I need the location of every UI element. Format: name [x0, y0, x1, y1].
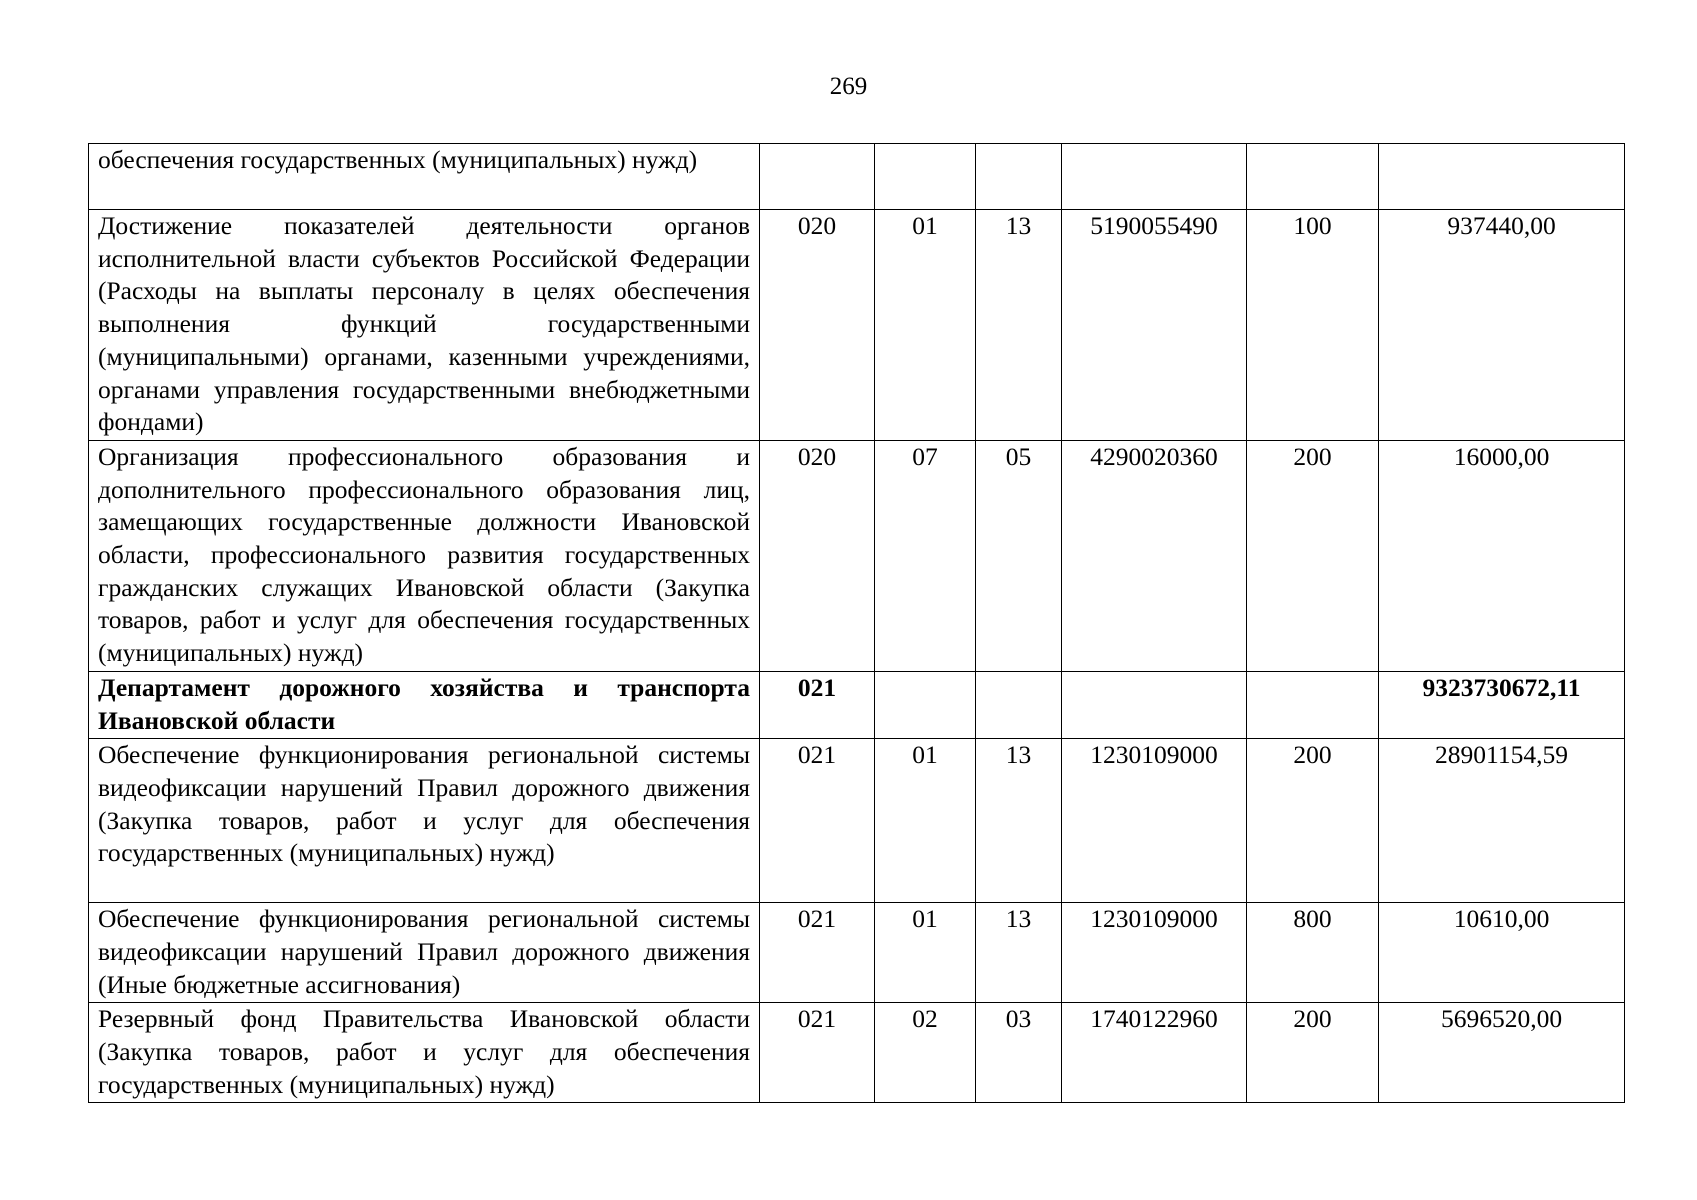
row-expense-type-code: 100: [1247, 210, 1379, 441]
row-amount: 5696520,00: [1379, 1003, 1625, 1103]
row-section-code: [875, 144, 976, 210]
department-ministry-code: 021: [760, 671, 875, 738]
row-expense-type-code: [1247, 671, 1379, 738]
row-ministry-code: 020: [760, 210, 875, 441]
table-row: [89, 903, 1625, 1003]
row-target-code: 1230109000: [1062, 739, 1247, 903]
row-subsection-code: 03: [976, 1003, 1062, 1103]
table-row: [89, 1003, 1625, 1103]
budget-table: [88, 143, 1625, 1103]
row-name: обеспечения государственных (муниципальных) нужд): [89, 144, 760, 210]
department-total-amount: 9323730672,11: [1379, 671, 1625, 738]
row-amount: 28901154,59: [1379, 739, 1625, 903]
row-name: Резервный фонд Правительства Ивановской области (Закупка товаров, работ и услуг для обеспечения государственных (муниципальных) нужд): [89, 1003, 760, 1103]
row-target-code: 5190055490: [1062, 210, 1247, 441]
table-row-department: [89, 671, 1625, 738]
table-row: [89, 210, 1625, 441]
row-ministry-code: 021: [760, 739, 875, 903]
row-section-code: 07: [875, 440, 976, 671]
row-expense-type-code: 200: [1247, 440, 1379, 671]
page-number: 269: [829, 73, 868, 100]
row-amount: 10610,00: [1379, 903, 1625, 1003]
table-row: [89, 144, 1625, 210]
row-target-code: 1740122960: [1062, 1003, 1247, 1103]
row-target-code: [1062, 144, 1247, 210]
row-name: Обеспечение функционирования региональной системы видеофиксации нарушений Правил дорожного движения (Закупка товаров, работ и услуг для обеспечения государственных (муниципальных) нужд): [89, 739, 760, 903]
row-ministry-code: 021: [760, 1003, 875, 1103]
row-subsection-code: [976, 671, 1062, 738]
row-subsection-code: 13: [976, 903, 1062, 1003]
row-section-code: 01: [875, 210, 976, 441]
row-expense-type-code: 200: [1247, 739, 1379, 903]
row-subsection-code: 05: [976, 440, 1062, 671]
row-expense-type-code: [1247, 144, 1379, 210]
row-name: Достижение показателей деятельности органов исполнительной власти субъектов Российской Федерации (Расходы на выплаты персоналу в целях обеспечения выполнения функций государственными (муниципальными) органами, казенными учреждениями, органами управления государственными внебюджетными фондами): [89, 210, 760, 441]
row-expense-type-code: 200: [1247, 1003, 1379, 1103]
row-ministry-code: 020: [760, 440, 875, 671]
table-row: [89, 440, 1625, 671]
row-subsection-code: [976, 144, 1062, 210]
row-target-code: [1062, 671, 1247, 738]
row-subsection-code: 13: [976, 739, 1062, 903]
row-name: Организация профессионального образования и дополнительного профессионального образования лиц, замещающих государственные должности Ивановской области, профессионального развития государственных гражданских служащих Ивановской области (Закупка товаров, работ и услуг для обеспечения государственных (муниципальных) нужд): [89, 440, 760, 671]
row-ministry-code: [760, 144, 875, 210]
row-section-code: 01: [875, 903, 976, 1003]
department-name: Департамент дорожного хозяйства и транспорта Ивановской области: [89, 671, 760, 738]
table-row: [89, 739, 1625, 903]
row-amount: [1379, 144, 1625, 210]
row-target-code: 4290020360: [1062, 440, 1247, 671]
row-section-code: 01: [875, 739, 976, 903]
row-section-code: [875, 671, 976, 738]
row-amount: 16000,00: [1379, 440, 1625, 671]
row-expense-type-code: 800: [1247, 903, 1379, 1003]
row-section-code: 02: [875, 1003, 976, 1103]
row-name: Обеспечение функционирования региональной системы видеофиксации нарушений Правил дорожного движения (Иные бюджетные ассигнования): [89, 903, 760, 1003]
row-ministry-code: 021: [760, 903, 875, 1003]
row-amount: 937440,00: [1379, 210, 1625, 441]
row-subsection-code: 13: [976, 210, 1062, 441]
row-target-code: 1230109000: [1062, 903, 1247, 1003]
